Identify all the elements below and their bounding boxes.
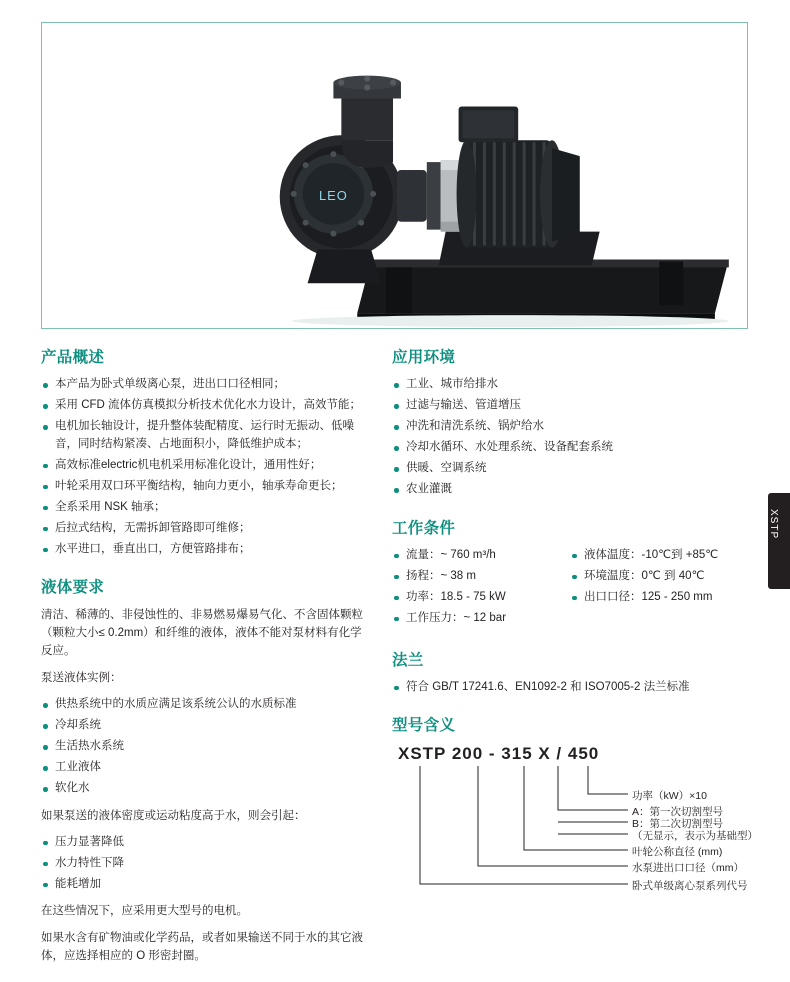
section-overview (41, 345, 371, 558)
application-list (392, 376, 748, 499)
product-image-frame (41, 22, 748, 329)
liquid-paragraph-2: 如果泵送的液体密度或运动粘度高于水，则会引起： (41, 809, 306, 822)
list-item: 农业灌溉 (392, 481, 748, 499)
model-heading: 型号含义 (392, 717, 456, 734)
list-item: 过滤与输送、管道增压 (392, 397, 748, 415)
section-model-code (392, 713, 758, 912)
annotation-cut-b: B：第二次切割型号 (632, 818, 724, 830)
liquid-paragraph-3: 在这些情况下，应采用更大型号的电机。 (41, 905, 248, 917)
list-item: 本产品为卧式单级离心泵，进出口口径相同； (41, 376, 371, 394)
list-item: 供热系统中的水质应满足该系统公认的水质标准 (41, 696, 371, 714)
model-code-text: XSTP 200 - 315 X / 450 (398, 744, 600, 763)
list-item: 出口口径：125 - 250 mm (570, 589, 748, 607)
annotation-cut-a: A：第一次切割型号 (632, 806, 724, 818)
annotation-power: 功率（kW）×10 (632, 790, 707, 802)
list-item: 全系采用 NSK 轴承； (41, 499, 371, 517)
list-item: 后拉式结构，无需拆卸管路即可维修； (41, 520, 371, 538)
liquid-effects-list (41, 834, 371, 894)
annotation-port-dia: 水泵进出口口径（mm） (632, 862, 744, 874)
annotation-base-type: （无显示，表示为基础型） (632, 830, 758, 842)
liquid-paragraph-4: 如果水含有矿物油或化学药品，或者如果输送不同于水的其它液体，应选择相应的 O 形密封圈。 (41, 932, 363, 962)
list-item: 压力显著降低 (41, 834, 371, 852)
list-item: 液体温度：-10℃到 +85℃ (570, 547, 748, 565)
liquid-examples-list (41, 696, 371, 798)
section-application (392, 345, 748, 499)
list-item: 功率：18.5 - 75 kW (392, 589, 570, 607)
list-item: 叶轮采用双口环平衡结构，轴向力更小，轴承寿命更长； (41, 478, 371, 496)
liquid-heading: 液体要求 (41, 579, 105, 596)
list-item: 能耗增加 (41, 876, 371, 894)
annotation-series-code: 卧式单级离心泵系列代号 (632, 880, 748, 892)
section-working-conditions (392, 516, 748, 631)
list-item: 环境温度：0℃ 到 40℃ (570, 568, 748, 586)
list-item: 冲洗和清洗系统、锅炉给水 (392, 418, 748, 436)
list-item: 冷却水循环、水处理系统、设备配套系统 (392, 439, 748, 457)
list-item: 工业、城市给排水 (392, 376, 748, 394)
section-flange (392, 648, 748, 697)
application-heading: 应用环境 (392, 349, 456, 366)
overview-heading: 产品概述 (41, 349, 105, 366)
pump-illustration (42, 23, 747, 328)
list-item: 扬程：~ 38 m (392, 568, 570, 586)
working-spec-grid (392, 547, 748, 631)
section-liquid-requirements (41, 575, 371, 965)
flange-list (392, 679, 748, 697)
liquid-examples-label: 泵送液体实例： (41, 672, 122, 684)
list-item: 工作压力：~ 12 bar (392, 610, 570, 628)
side-tab-label: XSTP (768, 509, 779, 540)
list-item: 高效标准electric机电机采用标准化设计，通用性好； (41, 457, 371, 475)
working-list-right (570, 547, 748, 631)
list-item: 水力特性下降 (41, 855, 371, 873)
model-code-diagram (392, 744, 758, 912)
working-heading: 工作条件 (392, 519, 456, 537)
side-tab-xstp (768, 493, 790, 589)
flange-heading: 法兰 (392, 651, 424, 669)
annotation-impeller-dia: 叶轮公称直径 (mm) (632, 846, 723, 858)
overview-list (41, 376, 371, 558)
list-item: 生活热水系统 (41, 738, 371, 756)
svg-text:LEO: LEO (318, 187, 348, 203)
list-item: 水平进口，垂直出口，方便管路排布； (41, 541, 371, 559)
list-item: 采用 CFD 流体仿真模拟分析技术优化水力设计，高效节能； (41, 397, 371, 415)
left-column (41, 345, 371, 982)
list-item: 流量：~ 760 m³/h (392, 547, 570, 565)
list-item: 供暖、空调系统 (392, 460, 748, 478)
working-list-left (392, 547, 570, 631)
list-item: 冷却系统 (41, 717, 371, 735)
liquid-paragraph-1: 清洁、稀薄的、非侵蚀性的、非易燃易爆易气化、不含固体颗粒（颗粒大小≤ 0.2mm）和纤维的液体，液体不能对泵材料有化学反应。 (41, 609, 363, 657)
list-item: 符合 GB/T 17241.6、EN1092-2 和 ISO7005-2 法兰标准 (392, 679, 748, 697)
list-item: 软化水 (41, 780, 371, 798)
list-item: 工业液体 (41, 759, 371, 777)
list-item: 电机加长轴设计，提升整体装配精度、运行时无振动、低噪音，同时结构紧凑、占地面积小，降低维护成本； (41, 418, 371, 453)
right-column (392, 345, 758, 929)
